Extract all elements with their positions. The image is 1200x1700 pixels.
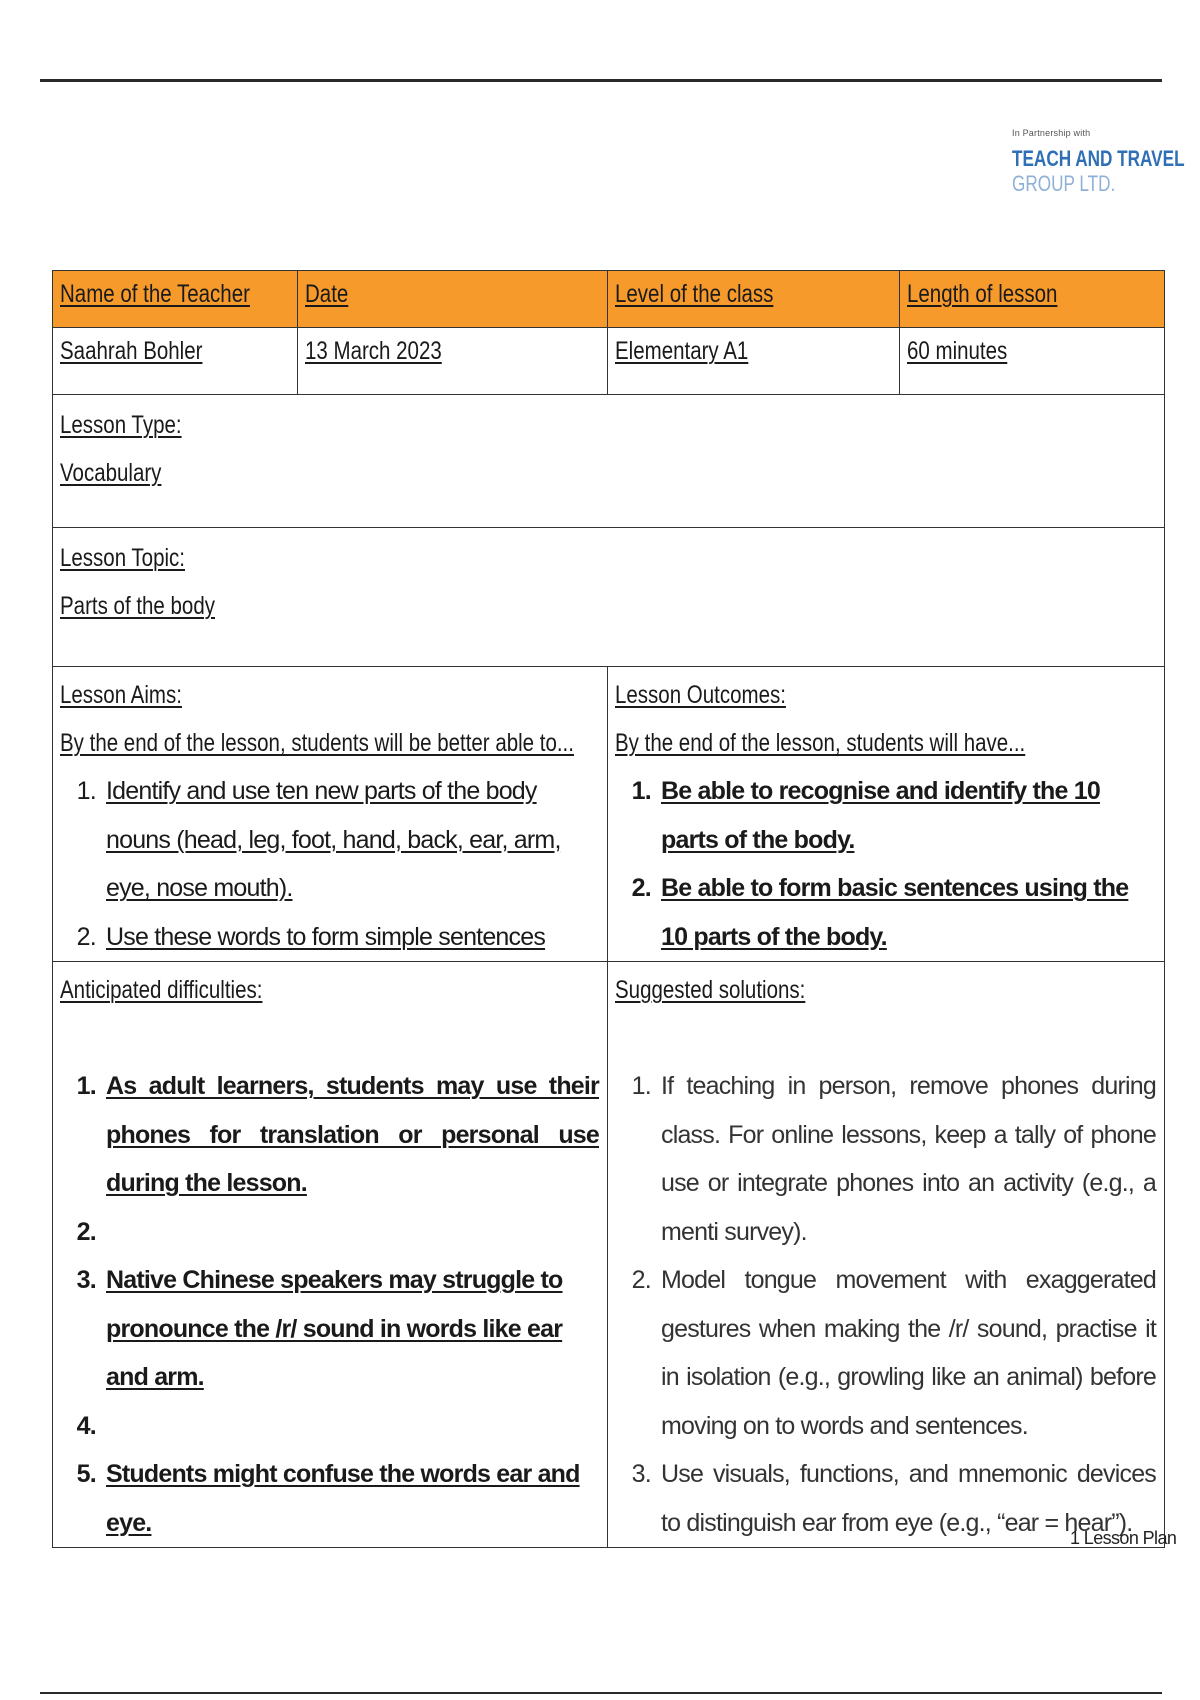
difficulties-item [102, 1208, 599, 1257]
aims-list [60, 767, 599, 961]
lesson-type-value: Vocabulary [60, 459, 162, 487]
difficulties-solutions-row [53, 962, 1165, 1548]
date-value: 13 March 2023 [305, 337, 442, 365]
solutions-label: Suggested solutions: [615, 976, 806, 1004]
level-value-cell [608, 328, 900, 395]
length-label: Length of lesson [907, 280, 1058, 308]
difficulties-item: 1. As adult learners, students may use their phones for translation or personal use during the lesson. [102, 1062, 599, 1208]
outcomes-intro: By the end of the lesson, students will have... [615, 729, 1026, 757]
solutions-item: 2. Model tongue movement with exaggerated gestures when making the /r/ sound, practise it in isolation (e.g., growling like an animal) before moving on to words and sentences. [657, 1256, 1156, 1450]
lesson-type-label: Lesson Type: [60, 411, 182, 439]
difficulties-item [102, 1402, 599, 1451]
outcomes-cell [608, 667, 1165, 962]
difficulties-list [60, 1062, 599, 1547]
lesson-topic-row [53, 528, 1165, 667]
level-header-cell [608, 271, 900, 328]
solutions-item: 3. Use visuals, functions, and mnemonic devices to distinguish ear from eye (e.g., “ear = hear”). [657, 1450, 1156, 1547]
date-header-cell [298, 271, 608, 328]
page-footer: 1 Lesson Plan [1070, 1528, 1177, 1548]
difficulties-item: 5. Students might confuse the words ear and eye. [102, 1450, 599, 1547]
level-label: Level of the class [615, 280, 774, 308]
difficulties-label: Anticipated difficulties: [60, 976, 263, 1004]
lesson-topic-cell [53, 528, 1165, 667]
solutions-cell [608, 962, 1165, 1548]
top-rule [40, 79, 1162, 82]
lesson-plan-table [52, 270, 1165, 1548]
logo-name-line1: TEACH AND TRAVEL [1012, 146, 1185, 171]
lesson-topic-label: Lesson Topic: [60, 544, 185, 572]
bottom-rule [40, 1692, 1162, 1694]
teacher-value: Saahrah Bohler [60, 337, 203, 365]
lesson-topic-value: Parts of the body [60, 592, 215, 620]
aims-intro: By the end of the lesson, students will be better able to... [60, 729, 574, 757]
difficulties-item: 3. Native Chinese speakers may struggle to pronounce the /r/ sound in words like ear and arm. [102, 1256, 599, 1402]
solutions-item: 1. If teaching in person, remove phones during class. For online lessons, keep a tally of phone use or integrate phones into an activity (e.g., a menti survey). [657, 1062, 1156, 1256]
difficulties-cell [53, 962, 608, 1548]
lesson-type-row [53, 395, 1165, 528]
values-row [53, 328, 1165, 395]
date-label: Date [305, 280, 349, 308]
teacher-value-cell [53, 328, 298, 395]
partner-logo [1012, 128, 1185, 196]
length-header-cell [900, 271, 1165, 328]
aims-outcomes-row [53, 667, 1165, 962]
date-value-cell [298, 328, 608, 395]
aims-item: 2. Use these words to form simple sentences [102, 913, 599, 962]
aims-item: 1. Identify and use ten new parts of the body nouns (head, leg, foot, hand, back, ear, arm, eye, nose mouth). [102, 767, 599, 913]
level-value: Elementary A1 [615, 337, 749, 365]
solutions-list [615, 1062, 1156, 1547]
outcomes-item: 1. Be able to recognise and identify the 10 parts of the body. [657, 767, 1156, 864]
header-row [53, 271, 1165, 328]
lesson-type-cell [53, 395, 1165, 528]
outcomes-item: 2. Be able to form basic sentences using the 10 parts of the body. [657, 864, 1156, 961]
teacher-header-cell [53, 271, 298, 328]
aims-cell [53, 667, 608, 962]
teacher-label: Name of the Teacher [60, 280, 250, 308]
length-value-cell [900, 328, 1165, 395]
logo-partner-text: In Partnership with [1012, 128, 1091, 138]
logo-name-line2: GROUP LTD. [1012, 171, 1116, 196]
length-value: 60 minutes [907, 337, 1008, 365]
outcomes-label: Lesson Outcomes: [615, 681, 786, 709]
aims-label: Lesson Aims: [60, 681, 182, 709]
outcomes-list [615, 767, 1156, 961]
